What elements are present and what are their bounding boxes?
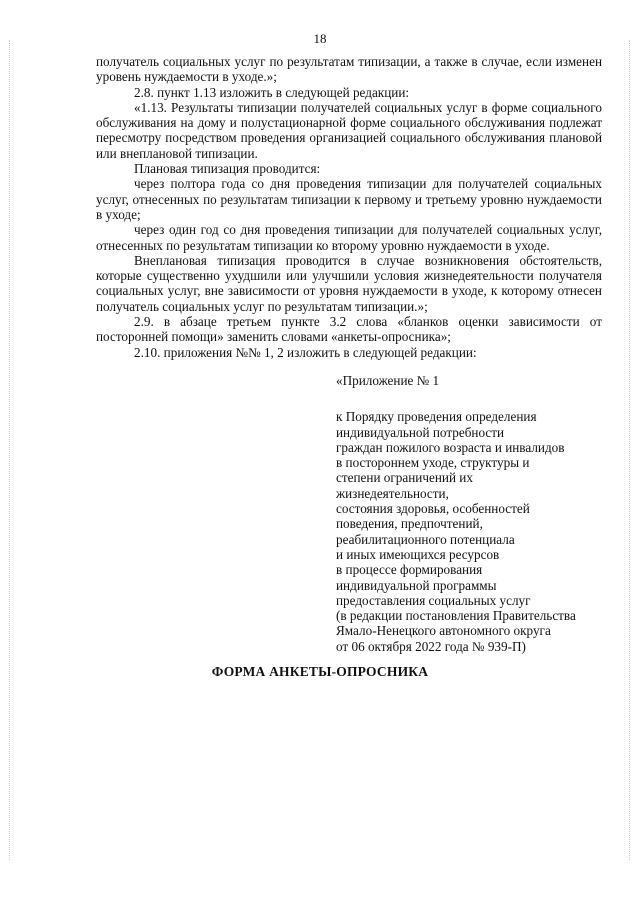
paragraph: через один год со дня проведения типизации для получателей социальных услуг, отнесенных по результатам типизации ко второму уровню нуждаемости в уходе. [96,222,602,253]
page-number: 18 [313,31,327,46]
scan-edge-right [629,40,630,860]
appendix-line: в постороннем уходе, структуры и [336,455,530,471]
paragraph: Плановая типизация проводится: [134,161,321,177]
appendix-line: граждан пожилого возраста и инвалидов [336,439,565,455]
appendix-line: к Порядку проведения определения [336,409,537,425]
appendix-line: жизнедеятельности, [336,485,449,501]
appendix-line: предоставления социальных услуг [336,592,531,608]
appendix-line: поведения, предпочтений, [336,516,483,532]
appendix-block [336,373,606,654]
appendix-line: индивидуальной потребности [336,424,505,440]
appendix-line: состояния здоровья, особенностей [336,501,530,517]
appendix-line: степени ограничений их [336,470,473,486]
appendix-line: реабилитационного потенциала [336,531,515,547]
paragraph: 2.8. пункт 1.13 изложить в следующей редакции: [134,84,410,100]
paragraph: «1.13. Результаты типизации получателей социальных услуг в форме социального обслуживания на дому и полустационарной форме социального обслуживания подлежат пересмотру посредством проведения организацией социального обслуживания плановой или внеплановой типизации. [96,99,602,161]
appendix-heading: «Приложение № 1 [336,373,440,388]
form-title: ФОРМА АНКЕТЫ-ОПРОСНИКА [211,664,429,679]
appendix-line: (в редакции постановления Правительства [336,608,576,624]
appendix-line: Ямало-Ненецкого автономного округа [336,623,551,639]
body-text [96,54,602,360]
paragraph: через полтора года со дня проведения типизации для получателей социальных услуг, отнесенных по результатам типизации к первому и третьему уровню нуждаемости в уходе; [96,176,602,222]
appendix-line: индивидуальной программы [336,577,497,593]
paragraph: получатель социальных услуг по результатам типизации, а также в случае, если изменен уровень нуждаемости в уходе.»; [96,54,602,85]
appendix-line: в процессе формирования [336,562,483,578]
appendix-line: и иных имеющихся ресурсов [336,546,500,562]
paragraph: 2.10. приложения №№ 1, 2 изложить в следующей редакции: [134,344,477,360]
paragraph: 2.9. в абзаце третьем пункте 3.2 слова «бланков оценки зависимости от посторонней помощи» заменить словами «анкеты-опросника»; [96,314,602,345]
appendix-line: от 06 октября 2022 года № 939-П) [336,638,526,654]
paragraph: Внеплановая типизация проводится в случае возникновения обстоятельств, которые существенно ухудшили или улучшили условия жизнедеятельности получателя социальных услуг, вне зависимости от уровня нуждаемости в уходе, к которому отнесен получатель социальных услуг по результатам типизации.»; [96,252,602,314]
scan-edge-left [9,40,10,860]
